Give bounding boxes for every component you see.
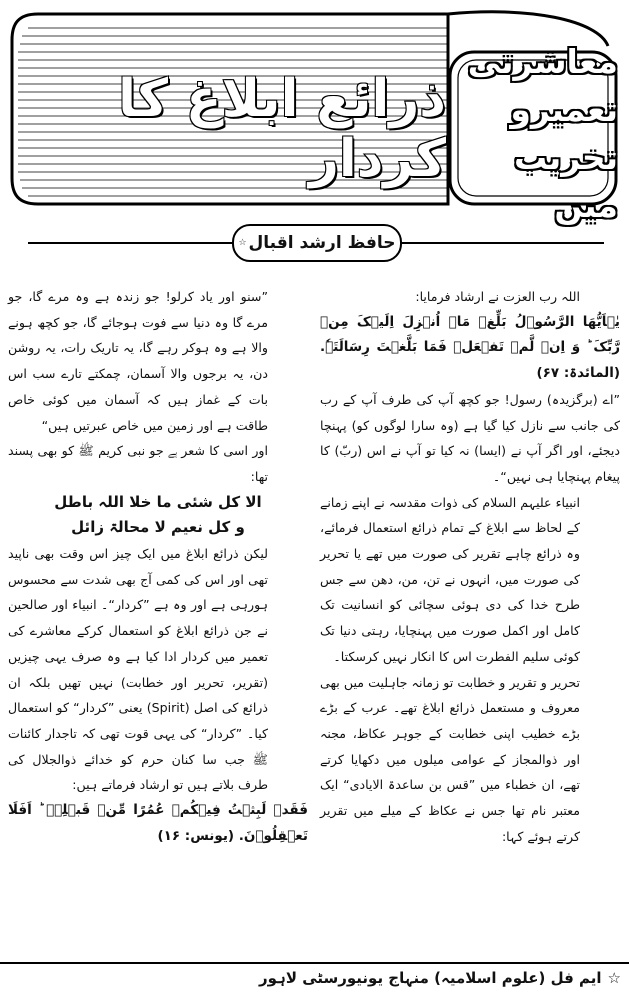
quran-verse: یٰۤاَیُّھَا الرَّسُوۡلُ بَلِّغۡ مَاۤ اُنۡزِلَ اِلَیۡکَ مِنۡ رَّبِّکَ ؕ وَ اِنۡ لَّمۡ تَفۡعَلۡ فَمَا بَلَّغۡتَ رِسَالَتَہٗ. (المائدۃ: ۶۷) bbox=[320, 313, 620, 382]
paragraph: اور اسی کا شعر ہے جو نبی کریم ﷺ کو بھی پسند تھا: bbox=[8, 443, 268, 484]
paragraph: انبیاء علیہم السلام کی ذوات مقدسہ نے اپنے زمانے کے لحاظ سے ابلاغ کے تمام ذرائع استعمال فرمائے، وہ ذرائع چاہے تقریر کی صورت میں تھے یا تحریر کی صورت میں، انہوں نے تن، من، دھن سے جس طرح خدا کی دی ہوئی سچائی کو انسانیت تک کامل اور اکمل صورت میں پہنچایا، رہتی دنیا تک کوئی سلیم الفطرت اس کا انکار نہیں کرسکتا۔ bbox=[320, 494, 580, 664]
subtitle-badge bbox=[456, 42, 618, 225]
quran-verse: فَقَدۡ لَبِثۡتُ فِیۡکُمۡ عُمُرًا مِّنۡ قَبۡلِہٖ ؕ اَفَلَا تَعۡقِلُوۡنَ. (یونس: ۱۶) bbox=[8, 802, 308, 844]
article-column-left bbox=[8, 284, 308, 944]
poetry-couplet: الا کل شئی ما خلا اللہ باطل bbox=[54, 492, 262, 511]
byline-rule-left bbox=[28, 242, 232, 244]
paragraph: ”سنو اور یاد کرلو! جو زندہ ہے وہ مرے گا، جو مرے گا وہ دنیا سے فوت ہوجائے گا، جو کچھ ہونے والا ہے وہ ہوکر رہے گا، یہ تاریک رات، یہ روشن دن، یہ برجوں والا آسمان، چمکتے تارے سب اس بات کے غماز ہیں کہ آسمان میں کوئی خاص طاقت ہے اور زمین میں خاص عبرتیں ہیں“ bbox=[8, 289, 268, 433]
badge-line-1: معاشرتی تعمیرو bbox=[467, 42, 618, 129]
paragraph: لیکن ذرائع ابلاغ میں ایک چیز اس وقت بھی ناپید تھی اور اس کی کمی آج بھی شدت سے محسوس ہورہی ہے اور وہ ہے ”کردار“۔ انبیاء اور صالحین نے جن ذرائع ابلاغ کو استعمال کرکے معاشرے کی تعمیر میں کردار ادا کیا ہے وہ صرف یہی چیزیں (تقریر، تحریر اور خطابت) نہیں تھیں بلکہ ان ذرائع کی اصل (Spirit) یعنی ”کردار“ کو استعمال کیا۔ ”کردار“ کی یہی قوت تھی کہ تاجدار کائنات ﷺ جب سا کنان حرم کو خدائے ذوالجلال کی طرف بلاتے ہیں تو ارشاد فرماتے ہیں: bbox=[8, 546, 269, 793]
author-marker: ☆ bbox=[238, 238, 247, 248]
article-column-right bbox=[320, 284, 620, 944]
footnote-text: ایم فل (علوم اسلامیہ) منہاج یونیورسٹی لاہور bbox=[258, 969, 602, 987]
paragraph: اللہ رب العزت نے ارشاد فرمایا: bbox=[415, 289, 580, 304]
badge-line-2: تخریب میں bbox=[513, 138, 618, 225]
title-banner bbox=[8, 6, 620, 225]
poetry-couplet: و کل نعیم لا محالۃ زائل bbox=[71, 518, 245, 537]
paragraph: ”اے (برگزیدہ) رسول! جو کچھ آپ کی طرف آپ کے رب کی جانب سے نازل کیا گیا ہے (وہ سارا لوگوں کو) پہنچا دیجئے، اور اگر آپ نے (ایسا) نہ کیا تو آپ نے اس (ربّ) کا پیغام پہنچایا ہی نہیں“۔ bbox=[320, 391, 620, 484]
author-byline bbox=[0, 222, 629, 262]
paragraph: تحریر و تقریر و خطابت تو زمانہ جاہلیت میں بھی معروف و مستعمل ذرائع ابلاغ تھے۔ عرب کے بڑے بڑے خطیب اپنی خطابت کے جوہر عکاظ، مجنہ اور ذوالمجاز کے عوامی میلوں میں دکھایا کرتے تھے، ان خطباء میں ”قس بن ساعدۃ الایادی“ ایک معتبر نام تھا جس نے عکاظ کے میلے میں تقریر کرتے ہوئے کہا: bbox=[320, 674, 580, 844]
author-name: حافظ ارشد اقبال bbox=[248, 233, 396, 253]
byline-rule-right bbox=[398, 242, 604, 244]
main-title: ذرائع ابلاغ کا کردار bbox=[118, 69, 446, 189]
footnote-divider bbox=[0, 962, 629, 964]
star-icon: ☆ bbox=[607, 969, 621, 987]
author-name-box bbox=[232, 224, 402, 262]
author-footnote bbox=[9, 966, 621, 990]
